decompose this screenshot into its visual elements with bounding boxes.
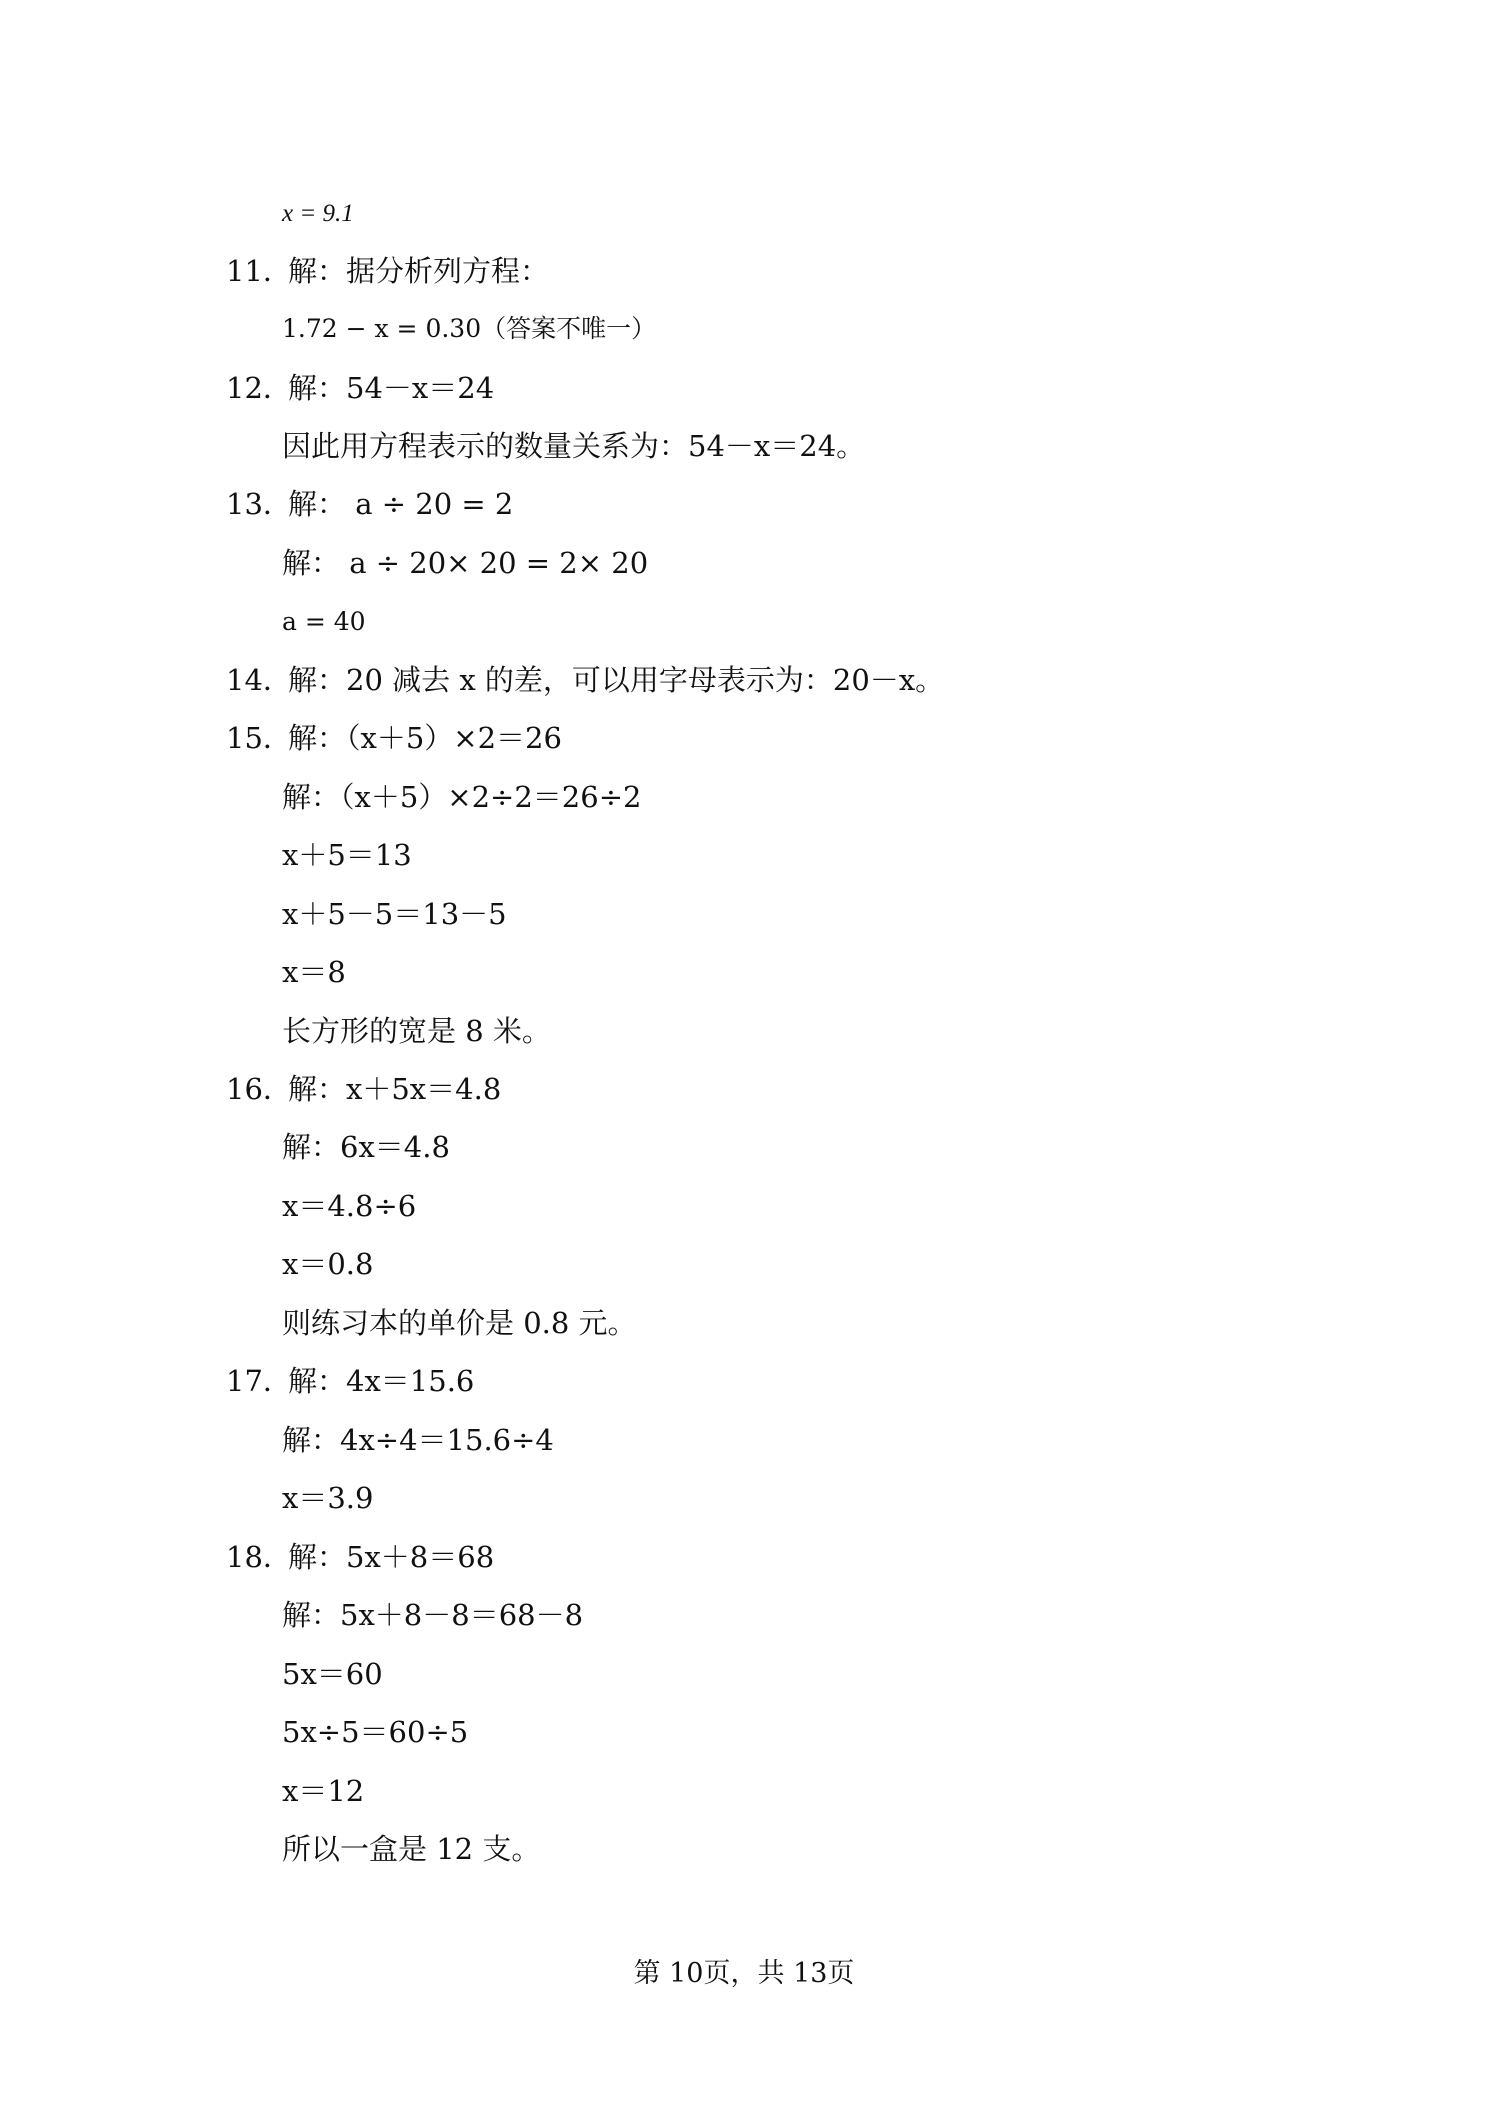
solution-text: 5x÷5＝60÷5: [282, 1715, 469, 1749]
solution-line: [282, 429, 865, 463]
solution-line: [282, 1014, 551, 1048]
solution-line: [282, 780, 641, 814]
solution-text: 解：4x÷4＝15.6÷4: [282, 1423, 554, 1457]
solution-text: 解：（x＋5）×2÷2＝26÷2: [282, 780, 642, 814]
solution-line: [226, 254, 549, 288]
solution-text: x＝8: [282, 955, 346, 989]
solution-text: 解：4x＝15.6: [288, 1364, 475, 1398]
solution-line: [226, 1540, 494, 1574]
solution-text: 解：5x＋8－8＝68－8: [282, 1598, 584, 1632]
solution-text: 所以一盒是 12 支。: [282, 1832, 541, 1866]
solution-text: 解：x＋5x＝4.8: [288, 1072, 502, 1106]
problem-number: 12．: [226, 371, 292, 405]
solution-line: [282, 605, 366, 639]
solution-line: [282, 1247, 373, 1281]
page-footer: [0, 1957, 1488, 1991]
solution-line: [226, 487, 513, 521]
solution-text: x＝3.9: [282, 1481, 374, 1515]
equation-text: a = 40: [282, 607, 366, 636]
solution-text: 解：据分析列方程：: [288, 254, 550, 288]
solution-line: [282, 1189, 416, 1223]
solution-line: [282, 1774, 364, 1808]
solution-text: 解：54－x＝24: [288, 371, 495, 405]
solution-line: [226, 371, 494, 405]
problem-number: 16．: [226, 1072, 292, 1106]
solution-line: [282, 838, 412, 872]
solution-line: [226, 663, 944, 697]
equation-text: 1.72 − x = 0.30（答案不唯一）: [282, 314, 657, 343]
solution-line: [282, 1598, 583, 1632]
solution-line: [282, 1306, 637, 1340]
solution-text: x＝4.8÷6: [282, 1189, 417, 1223]
problem-number: 13．: [226, 487, 292, 521]
problem-number: 14．: [226, 663, 292, 697]
solution-line: [282, 1423, 554, 1457]
equation-text: x = 9.1: [282, 200, 354, 227]
solution-line: [282, 1657, 383, 1691]
solution-line: [282, 897, 507, 931]
solution-text: x＋5＝13: [282, 838, 412, 872]
solution-line: [282, 1481, 373, 1515]
solution-text: 解：20 减去 x 的差，可以用字母表示为：20－x。: [288, 663, 945, 697]
solution-line: [282, 1715, 468, 1749]
solution-text: 因此用方程表示的数量关系为：54－x＝24。: [282, 429, 866, 463]
solution-line: [282, 196, 354, 231]
solution-text: x＋5－5＝13－5: [282, 897, 507, 931]
problem-number: 11．: [226, 254, 292, 288]
problem-number: 15．: [226, 721, 292, 755]
solution-line: [282, 312, 656, 346]
solution-text: x＝0.8: [282, 1247, 374, 1281]
solution-text: 5x＝60: [282, 1657, 383, 1691]
page-number-label: 第 10页，共 13页: [633, 1958, 855, 1989]
solution-text: 解： a ÷ 20 = 2: [288, 487, 514, 521]
problem-number: 17．: [226, 1364, 292, 1398]
solution-line: [282, 1130, 450, 1164]
problem-number: 18．: [226, 1540, 292, 1574]
solution-text: 解：5x＋8＝68: [288, 1540, 495, 1574]
solution-text: 解： a ÷ 20× 20 = 2× 20: [282, 546, 649, 580]
solution-line: [226, 721, 562, 755]
solution-line: [282, 546, 648, 580]
solution-text: 则练习本的单价是 0.8 元。: [282, 1306, 637, 1340]
solution-text: 长方形的宽是 8 米。: [282, 1014, 551, 1048]
solution-line: [282, 955, 346, 989]
solution-line: [226, 1364, 474, 1398]
solution-text: x＝12: [282, 1774, 365, 1808]
solution-text: 解：6x＝4.8: [282, 1130, 450, 1164]
solution-line: [226, 1072, 501, 1106]
solution-line: [282, 1832, 540, 1866]
solution-text: 解：（x＋5）×2＝26: [288, 721, 562, 755]
